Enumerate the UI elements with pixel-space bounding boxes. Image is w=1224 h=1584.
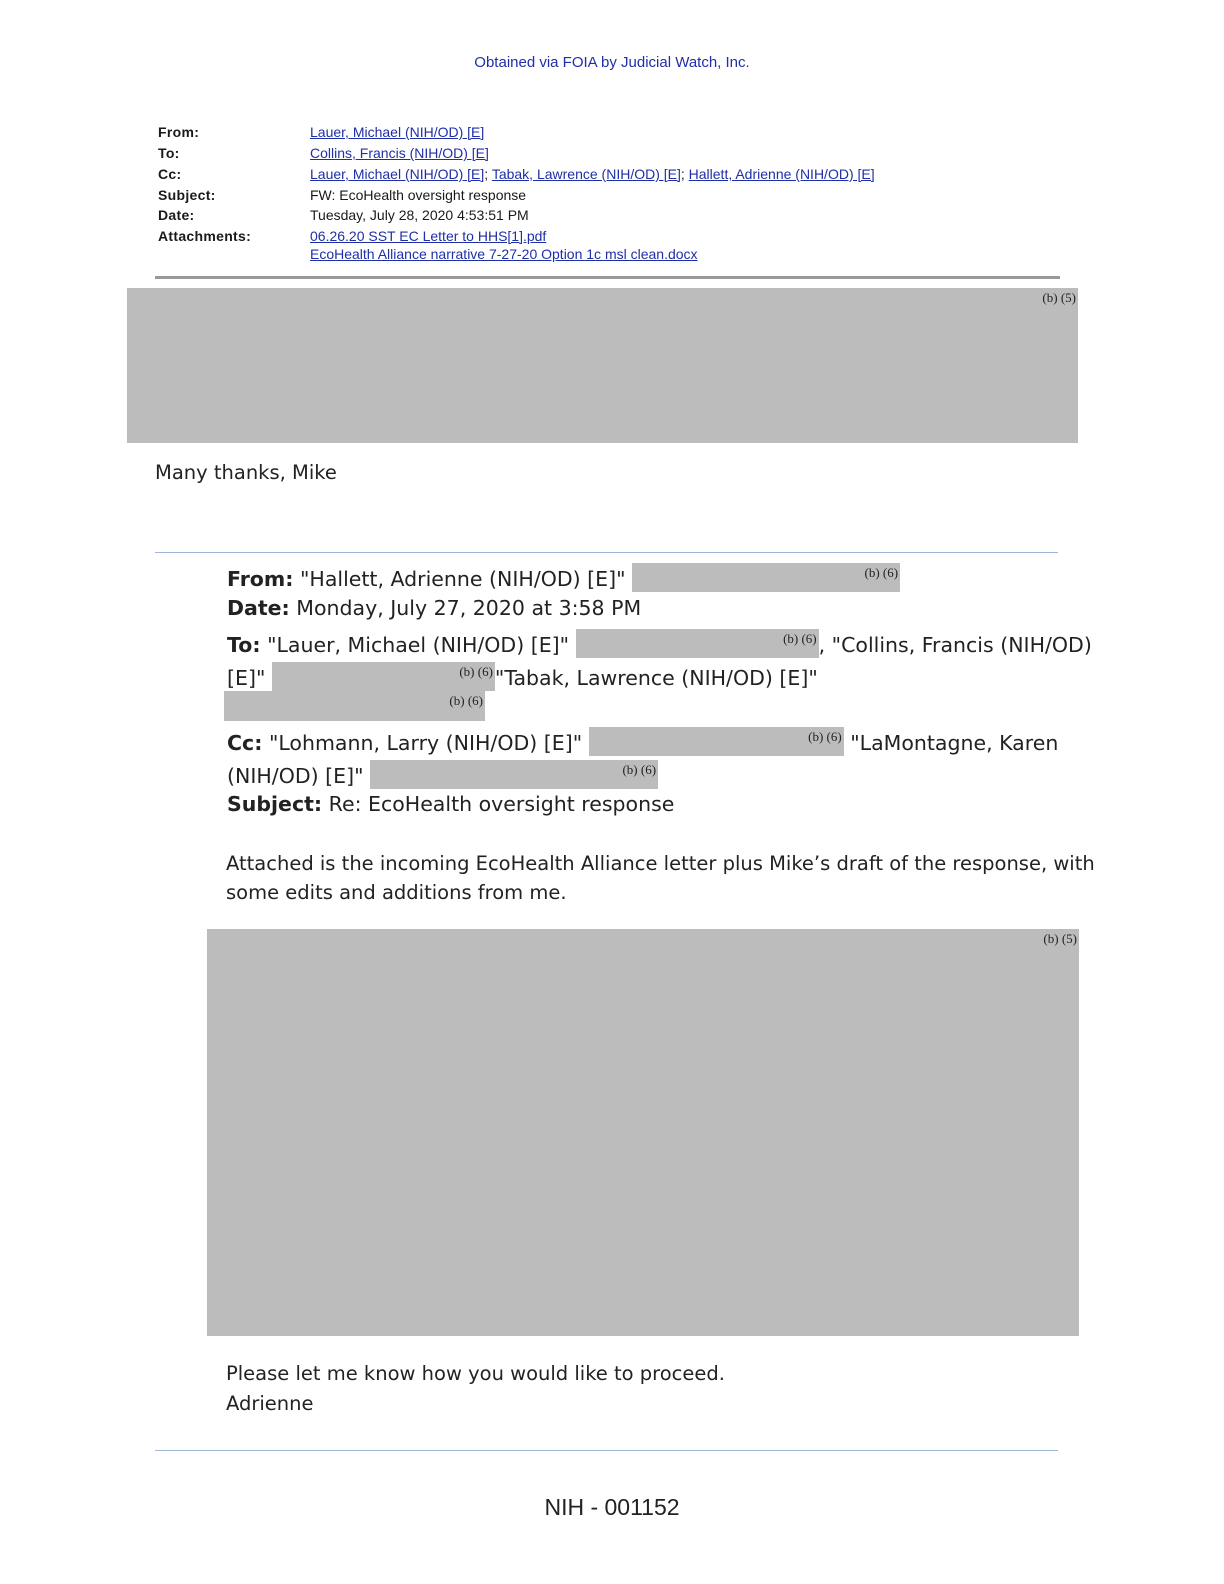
fwd-from-value: "Hallett, Adrienne (NIH/OD) [E]" — [299, 567, 626, 591]
redaction-block — [224, 691, 485, 721]
fwd-date-line — [227, 596, 641, 620]
bates-number: NIH - 001152 — [544, 1494, 680, 1520]
fwd-to-line — [227, 629, 1092, 658]
subject-value: FW: EcoHealth oversight response — [310, 187, 527, 203]
redaction-block — [632, 563, 900, 592]
fwd-cc-1: "Lohmann, Larry (NIH/OD) [E]" — [268, 731, 583, 755]
to-label: To: — [158, 145, 180, 161]
redaction-block — [576, 629, 819, 658]
fwd-date-value: Monday, July 27, 2020 at 3:58 PM — [296, 596, 642, 620]
fwd-cc-label: Cc: — [227, 731, 263, 755]
date-value: Tuesday, July 28, 2020 4:53:51 PM — [310, 207, 529, 223]
redaction-code: (b) (6) — [449, 693, 483, 708]
signoff: Many thanks, Mike — [155, 461, 337, 484]
fwd-cc-2: "LaMontagne, Karen — [850, 731, 1059, 755]
fwd-cc-2b: (NIH/OD) [E]" — [227, 764, 364, 788]
message-divider — [155, 1450, 1058, 1451]
fwd-date-label: Date: — [227, 596, 290, 620]
cc-label: Cc: — [158, 166, 182, 182]
redaction-block — [207, 929, 1079, 1336]
body-line-1: Attached is the incoming EcoHealth Alliance letter plus Mike’s draft of the response, with — [226, 852, 1095, 875]
cc-link-tabak[interactable]: Tabak, Lawrence (NIH/OD) [E] — [491, 166, 681, 182]
redaction-block — [272, 662, 495, 691]
redaction-block — [370, 760, 658, 789]
redaction-code: (b) (5) — [1042, 290, 1076, 305]
from-link[interactable]: Lauer, Michael (NIH/OD) [E] — [310, 124, 485, 140]
body-line-2: some edits and additions from me. — [226, 881, 567, 904]
redaction-block — [589, 727, 844, 756]
message-divider — [155, 552, 1058, 553]
fwd-subject-line — [227, 792, 674, 816]
fwd-from-line — [227, 563, 900, 592]
redaction-code: (b) (6) — [783, 631, 817, 646]
fwd-to-label: To: — [227, 633, 261, 657]
redaction-block — [127, 288, 1078, 443]
redaction-code: (b) (6) — [459, 664, 493, 679]
redaction-code: (b) (6) — [808, 729, 842, 744]
to-link[interactable]: Collins, Francis (NIH/OD) [E] — [310, 145, 489, 161]
fwd-from-label: From: — [227, 567, 294, 591]
fwd-to-line-cont — [227, 662, 818, 691]
fwd-subject-value: Re: EcoHealth oversight response — [328, 792, 675, 816]
closing-line-1: Please let me know how you would like to proceed. — [226, 1362, 725, 1385]
redaction-code: (b) (6) — [622, 762, 657, 777]
redaction-code: (b) (6) — [864, 565, 899, 580]
from-label: From: — [158, 124, 200, 140]
header-divider — [155, 276, 1060, 279]
cc-list — [310, 166, 875, 182]
cc-separator: ; — [484, 166, 492, 182]
attachment-link-pdf[interactable]: 06.26.20 SST EC Letter to HHS[1].pdf — [310, 228, 547, 244]
redaction-code: (b) (5) — [1043, 931, 1077, 946]
fwd-to-1: "Lauer, Michael (NIH/OD) [E]" — [267, 633, 570, 657]
closing-line-2: Adrienne — [226, 1392, 314, 1415]
attachment-link-docx[interactable]: EcoHealth Alliance narrative 7-27-20 Option 1c msl clean.docx — [310, 246, 698, 262]
subject-label: Subject: — [158, 187, 216, 203]
fwd-to-2b: [E]" — [227, 666, 266, 690]
fwd-to-3: "Tabak, Lawrence (NIH/OD) [E]" — [494, 666, 818, 690]
fwd-cc-line-cont — [227, 760, 658, 789]
fwd-cc-line — [227, 727, 1058, 756]
foia-banner: Obtained via FOIA by Judicial Watch, Inc. — [474, 54, 750, 71]
fwd-to-2: , "Collins, Francis (NIH/OD) — [818, 633, 1092, 657]
cc-link-hallett[interactable]: Hallett, Adrienne (NIH/OD) [E] — [688, 166, 875, 182]
fwd-subject-label: Subject: — [227, 792, 323, 816]
date-label: Date: — [158, 207, 195, 223]
cc-link-lauer[interactable]: Lauer, Michael (NIH/OD) [E] — [310, 166, 485, 182]
cc-separator: ; — [680, 166, 689, 182]
attachments-label: Attachments: — [158, 228, 252, 244]
